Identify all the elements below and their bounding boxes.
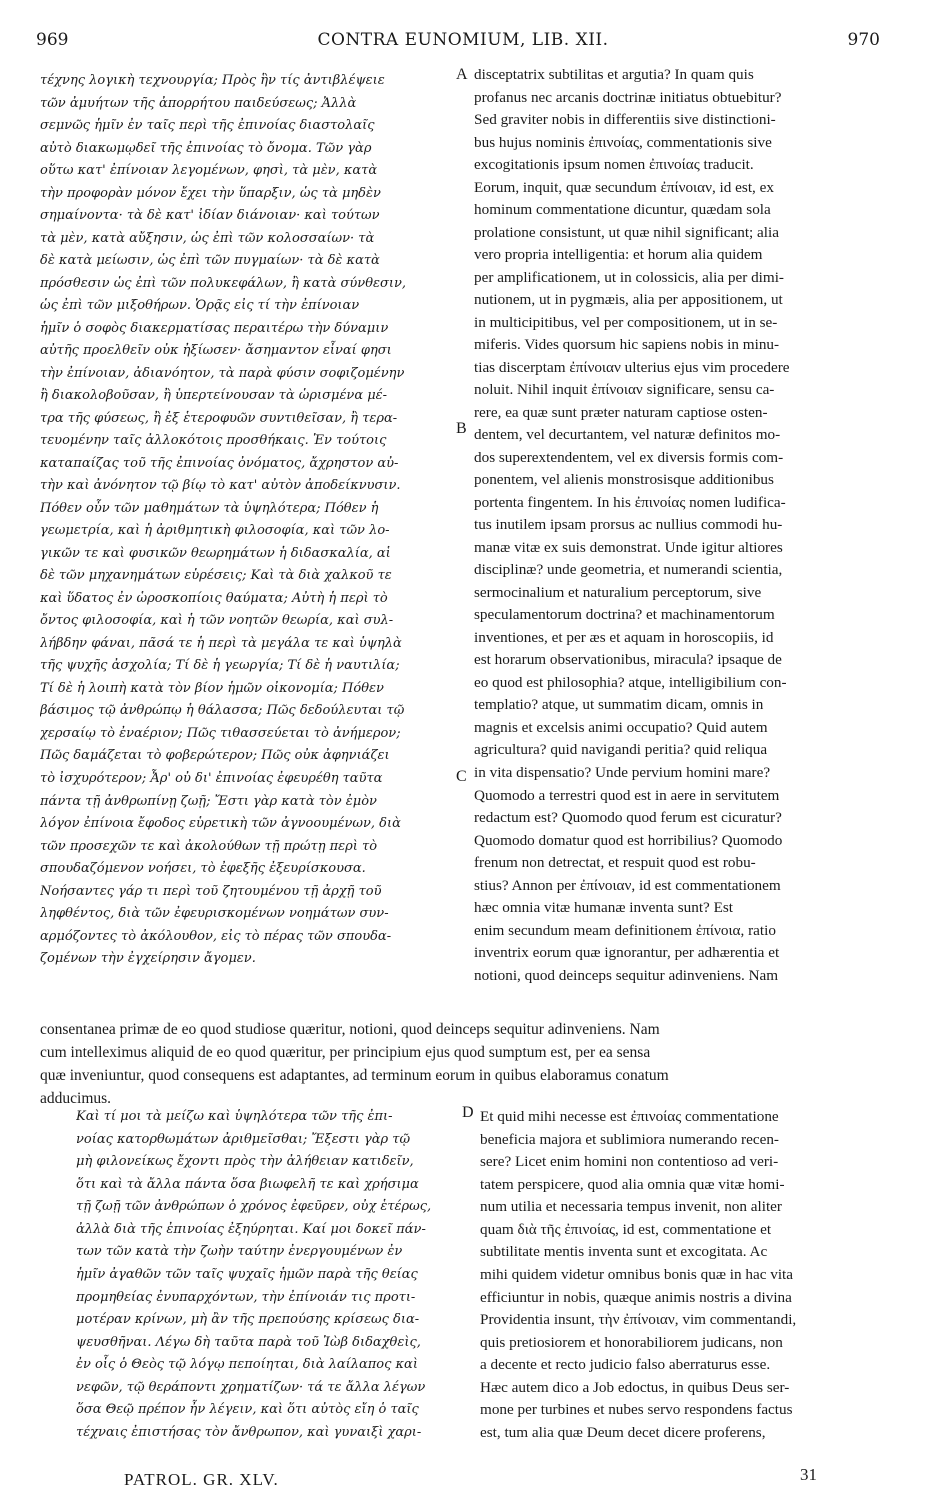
text-line: tias discerptam ἐπίνοιαν ulterius ejus vim procedere (474, 358, 790, 376)
text-line: Quomodo a terrestri quod est in aere in servitutem (474, 786, 780, 804)
latin-full-width-continuation (40, 1018, 896, 1110)
text-line: ἀλλὰ διὰ τῆς ἐπινοίας ἐξηύρηται. Καί μοι δοκεῖ πάν- (76, 1221, 426, 1237)
text-line: τῶν προσεχῶν τε καὶ ἀκολούθων τῇ πρώτῃ περὶ τὸ (40, 838, 378, 854)
text-line: τῆς ψυχῆς ἀσχολία; Τί δὲ ἡ γεωργία; Τί δὲ ἡ ναυτιλία; (40, 658, 400, 674)
text-line: Et quid mihi necesse est ἐπινοίας commentatione (480, 1108, 779, 1125)
text-line: redactum est? Quomodo quod ferum est cicuratur? (474, 809, 782, 827)
text-line: ponentem, vel alienis monstrosisque additionibus (474, 471, 774, 489)
text-line: αρμόζοντες τὸ ἀκόλουθον, εἰς τὸ πέρας τῶν σπουδα- (40, 928, 392, 944)
text-line: πρόσθεσιν ὡς ἐπὶ τῶν πολυκεφάλων, ἢ κατὰ σύνθεσιν, (40, 275, 407, 291)
text-line: Providentia insunt, τὴν ἐπίνοιαν, vim commentandi, (480, 1311, 797, 1329)
text-line: τὴν ἐπίνοιαν, ἀδιανόητον, τὰ παρὰ φύσιν σοφιζομένην (40, 365, 405, 381)
page-number-left: 969 (36, 30, 69, 50)
text-line: tatem perspicere, quod alia omnia quæ vitæ homi- (480, 1175, 785, 1193)
text-line: bus hujus nominis ἐπινοίας, commentationis sive (474, 133, 772, 151)
text-line: excogitationis ipsum nomen ἐπινοίας traducit. (474, 156, 754, 174)
latin-column-upper (474, 64, 898, 987)
text-line: rere, ea quæ sunt præter naturam captiose osten- (474, 403, 768, 421)
text-line: efficiuntur in nobis, quæque animis nostris a divina (480, 1288, 792, 1306)
text-line: δὲ κατὰ μείωσιν, ὡς ἐπὶ τῶν πυγμαίων· τὰ δὲ κατὰ (40, 253, 380, 269)
text-line: in multicipitibus, vel per compositionem, ut in se- (474, 313, 778, 331)
section-marker-c: C (456, 768, 467, 785)
text-line: magnis et excelsis animi occupatio? Quid autem (474, 718, 768, 736)
text-line: ἐν οἷς ὁ Θεὸς τῷ λόγῳ πεποίηται, διὰ λαίλαπος καὶ (76, 1357, 418, 1373)
text-line: ὅσα Θεῷ πρέπον ἦν λέγειν, καὶ ὅτι αὐτὸς εἴη ὁ ταῖς (76, 1402, 419, 1418)
text-line: inventrix eorum quæ ignorantur, per adhærentia et (474, 944, 780, 962)
running-title: CONTRA EUNOMIUM, LIB. XII. (317, 30, 609, 50)
text-line: Τί δὲ ἡ λοιπὴ κατὰ τὸν βίον ἡμῶν οἰκονομία; Πόθεν (40, 680, 384, 696)
footer-signature: PATROL. GR. XLV. (124, 1470, 279, 1489)
text-line: consentanea primæ de eo quod studiose quæritur, notioni, quod deinceps sequitur adinveniens. Nam (40, 1021, 660, 1038)
text-line: Πόθεν οὖν τῶν μαθημάτων τὰ ὑψηλότερα; Πόθεν ἡ (40, 500, 379, 516)
text-line: portenta fingentem. In his ἐπινοίας nomen ludifica- (474, 493, 786, 511)
text-line: templatio? atque, ut summatim dicam, omnis in (474, 696, 764, 714)
text-line: τὴν προφορὰν μόνον ἔχει τὴν ὕπαρξιν, ὡς τὰ μηδὲν (40, 185, 381, 201)
text-line: ψευσθῆναι. Λέγω δὴ ταῦτα παρὰ τοῦ Ἰὼβ διδαχθεὶς, (76, 1334, 421, 1350)
text-line: est horarum observationibus, miracula? ipsaque de (474, 651, 782, 669)
text-line: τευομένην ταῖς ἀλλοκότοις προσθήκαις. Ἐν τούτοις (40, 433, 387, 449)
text-line: adducimus. (40, 1090, 112, 1107)
text-line: miferis. Vides quorsum hic sapiens nobis in minu- (474, 336, 780, 354)
text-line: beneficia majora et sublimiora numerando recen- (480, 1130, 779, 1148)
text-line: σεμνῶς ἡμῖν ἐν ταῖς περὶ τῆς ἐπινοίας διαστολαῖς (40, 118, 375, 134)
greek-column-upper (40, 70, 456, 971)
text-line: καὶ ὕδατος ἐν ὡροσκοπίοις θαύματα; Αὐτὴ ἡ περὶ τὸ (40, 590, 388, 606)
text-line: βάσιμος τῷ ἀνθρώπῳ ἡ θάλασσα; Πῶς δεδούλευται τῷ (40, 703, 405, 719)
text-line: Πῶς δαμάζεται τὸ φοβερώτερον; Πῶς οὐκ ἀφηνιάζει (40, 748, 390, 764)
text-line: subtilitate mentis inventa sunt et excogitata. Ac (480, 1243, 768, 1261)
text-line: πάντα τῇ ἀνθρωπίνῃ ζωῇ; Ἔστι γὰρ κατὰ τὸν ἐμὸν (40, 793, 377, 809)
text-line: a decente et recto judicio falso aberraturus esse. (480, 1356, 771, 1374)
text-line: τὸ ἰσχυρότερον; Ἆρ' οὐ δι' ἐπινοίας ἐφευρέθη ταῦτα (40, 770, 383, 786)
text-line: χερσαίῳ τὸ ἐναέριον; Πῶς τιθασσεύεται τὸ ἀνήμερον; (40, 725, 401, 741)
text-line: in vita dispensatio? Unde pervium homini mare? (474, 763, 771, 781)
text-line: enim secundum meam definitionem ἐπίνοια, ratio (474, 921, 776, 939)
text-line: τὴν καὶ ἀνόνητον τῷ βίῳ τὸ κατ' αὐτὸν ἀποδείκνυσιν. (40, 478, 401, 494)
text-line: sere? Licet enim homini non contentioso ad veri- (480, 1153, 779, 1171)
text-line: ἡμῖν ἀγαθῶν τῶν ταῖς ψυχαῖς ἡμῶν παρὰ τῆς θείας (76, 1266, 418, 1282)
text-line: Quomodo domatur quod est horribilius? Quomodo (474, 831, 783, 849)
text-line: quis pretiosiorem et honorabiliorem judicans, non (480, 1333, 783, 1351)
text-line: sermocinalium et naturalium perceptorum, sive (474, 583, 762, 601)
text-line: tus inutilem ipsam prorsus ac nullius commodi hu- (474, 516, 783, 534)
text-line: num utilia et necessaria tempus invenit, non aliter (480, 1198, 782, 1216)
text-line: quam διὰ τῆς ἐπινοίας, id est, commentatione et (480, 1220, 772, 1238)
text-line: Hæc autem dico a Job edoctus, in quibus Deus ser- (480, 1378, 790, 1396)
text-line: speculamentorum doctrina? et machinamentorum (474, 606, 775, 624)
text-line: μὴ φιλονείκως ἔχοντι πρὸς τὴν ἀλήθειαν κατιδεῖν, (76, 1154, 414, 1170)
text-line: δὲ τῶν μηχανημάτων εὑρέσεις; Καὶ τὰ διὰ χαλκοῦ τε (40, 568, 392, 584)
text-line: Sed graviter nobis in differentiis sive distinctioni- (474, 111, 776, 129)
text-line: mihi quidem videtur omnibus bonis quæ in hac vita (480, 1265, 794, 1283)
text-line: τέχναις ἐπιστήσας τὸν ἄνθρωπον, καὶ γυναιξὶ χαρι- (76, 1424, 422, 1440)
text-line: ἡμῖν ὁ σοφὸς διακερματίσας περαιτέρω τὴν δύναμιν (40, 320, 389, 336)
text-line: agricultura? quid navigandi peritia? quid reliqua (474, 741, 768, 759)
text-line: cum intelleximus aliquid de eo quod quæritur, per principium ejus quod sumptum est, per ea sensa (40, 1044, 651, 1061)
text-line: mone per turbines et nubes servo respondens factus (480, 1401, 793, 1419)
text-line: καταπαίζας τοῦ τῆς ἐπινοίας ὀνόματος, ἄχρηστον αὐ- (40, 455, 399, 471)
text-line: σημαίνοντα· τὰ δὲ κατ' ἰδίαν διάνοιαν· καὶ τούτων (40, 208, 380, 224)
text-line: nutionem, ut in pygmæis, alia per appositionem, ut (474, 291, 783, 309)
text-line: noluit. Nihil inquit ἐπίνοιαν significare, sensu ca- (474, 381, 775, 399)
text-line: profanus nec arcanis doctrinæ initiatus obtuebitur? (474, 88, 782, 106)
text-line: γεωμετρία, καὶ ἡ ἀριθμητικὴ φιλοσοφία, καὶ τῶν λο- (40, 523, 390, 539)
text-line: ὅτι καὶ τὰ ἄλλα πάντα ὅσα βιωφελῆ τε καὶ χρήσιμα (76, 1176, 419, 1192)
text-line: τῶν ἀμυήτων τῆς ἀπορρήτου παιδεύσεως; Ἀλλὰ (40, 95, 357, 111)
text-line: αὐτῆς προελθεῖν οὐκ ἠξίωσεν· ἄσημαντον εἶναί φησι (40, 343, 392, 359)
text-line: σπουδαζόμενον νοήσει, τὸ ἐφεξῆς ἐξευρίσκουσα. (40, 861, 366, 877)
latin-column-lower (480, 1106, 894, 1444)
text-line: νεφῶν, τῷ θεράποντι χρηματίζων· τά τε ἄλλα λέγων (76, 1379, 426, 1395)
text-line: hæc omnia vitæ humanæ inventa sunt? Est (474, 899, 734, 917)
text-line: Καὶ τί μοι τὰ μείζω καὶ ὑψηλότερα τῶν τῆς ἐπι- (76, 1109, 393, 1124)
text-line: των τῶν κατὰ τὴν ζωὴν ταύτην ἐνεργουμένων ἐν (76, 1244, 403, 1260)
text-line: Eorum, inquit, quæ secundum ἐπίνοιαν, id est, ex (474, 178, 774, 196)
text-line: est, tum alia quæ Deum decet dicere proferens, (480, 1423, 766, 1441)
text-line: τέχνης λογικὴ τεχνουργία; Πρὸς ἣν τίς ἀντιβλέψειε (40, 73, 385, 88)
running-header (0, 30, 926, 56)
text-line: τὰ μὲν, κατὰ αὔξησιν, ὡς ἐπὶ τῶν κολοσσαίων· τὰ (40, 230, 375, 246)
text-line: Νοήσαντες γάρ τι περὶ τοῦ ζητουμένου τῇ ἀρχῇ τοῦ (40, 883, 382, 899)
section-marker-d: D (462, 1104, 474, 1121)
text-line: quæ inveniuntur, quod consequens est adaptantes, ad terminum eorum in quibus elaboramus conatum (40, 1067, 669, 1084)
text-line: stius? Annon per ἐπίνοιαν, id est commentationem (474, 876, 781, 894)
text-line: γικῶν τε καὶ φυσικῶν θεωρημάτων ἡ διδασκαλία, αἱ (40, 545, 391, 561)
page-number-right: 970 (847, 30, 880, 50)
text-line: ἢ διακολοβοῦσαν, ἢ ὑπερτείνουσαν τὰ ὡρισμένα μέ- (40, 388, 388, 404)
greek-column-lower (76, 1106, 456, 1444)
text-line: ληφθέντος, διὰ τῶν ἐφευρισκομένων νοημάτων συν- (40, 906, 389, 922)
section-marker-b: B (456, 420, 467, 437)
text-line: dentem, vel decurtantem, vel naturæ definitos mo- (474, 426, 781, 444)
text-line: ὡς ἐπὶ τῶν μιξοθήρων. Ὁρᾷς εἰς τί τὴν ἐπίνοιαν (40, 298, 360, 314)
text-line: inventiones, et per æs et aquam in horoscopiis, id (474, 628, 774, 646)
text-line: per amplificationem, ut in colossicis, alia per dimi- (474, 268, 784, 286)
text-line: vero propria intelligentia: et horum alia quidem (474, 246, 763, 264)
text-line: hominum commentatione dicuntur, quædam sola (474, 201, 771, 219)
text-line: ὄντος φιλοσοφία, καὶ ἡ τῶν νοητῶν θεωρία, καὶ συλ- (40, 613, 394, 629)
text-line: manæ vitæ ex suis demonstrat. Unde igitur altiores (474, 538, 783, 556)
text-line: notioni, quod deinceps sequitur adinveniens. Nam (474, 966, 779, 984)
text-line: eo quod est philosophia? atque, intelligibilium con- (474, 673, 787, 691)
footer-sheet-number: 31 (800, 1465, 817, 1484)
text-line: νοίας κατορθωμάτων ἀριθμεῖσθαι; Ἔξεστι γὰρ τῷ (76, 1131, 411, 1147)
text-line: προμηθείας ἐνυπαρχόντων, τὴν ἐπίνοιάν τις προτι- (76, 1289, 416, 1305)
text-line: frenum non detrectat, et respuit quod est robu- (474, 854, 756, 872)
text-line: λόγον ἐπίνοια ἔφοδος εὑρετικὴ τῶν ἀγνοουμένων, διὰ (40, 816, 401, 832)
text-line: ζομένων τὴν ἐγχείρησιν ἄγομεν. (40, 951, 256, 967)
text-line: disceptatrix subtilitas et argutia? In quam quis (474, 66, 754, 83)
text-line: οὕτω κατ' ἐπίνοιαν λεγομένων, φησὶ, τὰ μὲν, κατὰ (40, 163, 378, 179)
section-marker-a: A (456, 66, 468, 83)
text-line: λήβδην φάναι, πᾶσά τε ἡ περὶ τὰ μεγάλα τε καὶ ὑψηλὰ (40, 635, 402, 651)
text-line: τρα τῆς φύσεως, ἢ ἐξ ἑτεροφυῶν συντιθεῖσαν, ἢ τερα- (40, 410, 398, 426)
text-line: dos superextendentem, vel ex diversis formis com- (474, 448, 784, 466)
text-line: τῇ ζωῇ τῶν ἀνθρώπων ὁ χρόνος ἐφεῦρεν, οὐχ ἑτέρως, (76, 1199, 432, 1215)
text-line: disciplinæ? unde geometria, et numerandi scientia, (474, 561, 783, 579)
text-line: μοτέραν κρίνων, μὴ ἂν τῆς πρεπούσης κρίσεως δια- (76, 1312, 420, 1328)
text-line: αὐτὸ διακωμῳδεῖ τῆς ἐπινοίας τὸ ὄνομα. Τῶν γὰρ (40, 140, 372, 156)
text-line: prolatione consistunt, ut quæ nihil significant; alia (474, 223, 779, 241)
